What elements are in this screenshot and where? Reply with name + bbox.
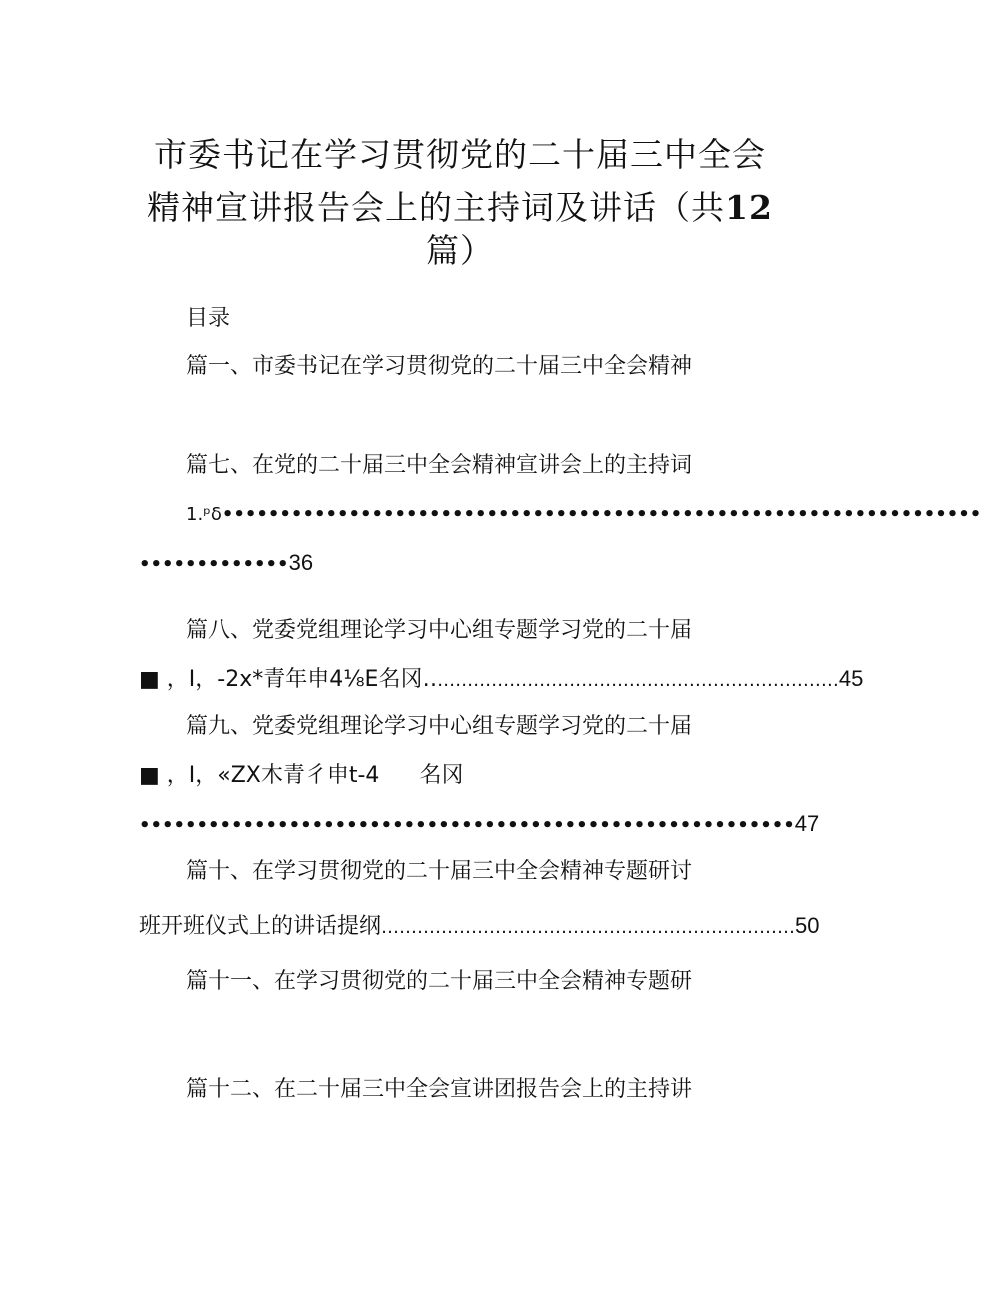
toc-entry-10-continuation xyxy=(139,912,820,942)
toc-entry-8-prefix: ■ ，I，-2x*青年申4⅛E名冈‥ xyxy=(139,667,438,692)
toc-entry-9[interactable]: 篇九、党委党组理论学习中心组专题学习党的二十届 xyxy=(186,714,693,739)
toc-entry-8-page: 45 xyxy=(838,666,864,691)
title-line-2-text: 精神宣讲报告会上的主持词及讲话（共 xyxy=(147,188,726,227)
toc-entry-8[interactable]: 篇八、党委党组理论学习中心组专题学习党的二十届 xyxy=(186,618,693,643)
toc-heading: 目录 xyxy=(186,306,231,331)
toc-entry-12[interactable]: 篇十二、在二十届三中全会宣讲团报告会上的主持讲 xyxy=(186,1077,693,1102)
title-line-2 xyxy=(0,186,920,230)
toc-entry-9-prefix: ■ ，I，«ZX木青彳申t-4 xyxy=(139,763,380,788)
title-count: 12 xyxy=(725,188,773,227)
toc-entry-7-page-line xyxy=(139,549,313,579)
toc-entry-11[interactable]: 篇十一、在学习贯彻党的二十届三中全会精神专题研 xyxy=(186,969,693,994)
toc-entry-8-leader: ………………………….……………………………… xyxy=(437,670,839,691)
toc-entry-10-leader: …………………………………………………………… xyxy=(381,917,796,938)
toc-entry-10[interactable]: 篇十、在学习贯彻党的二十届三中全会精神专题研讨 xyxy=(186,859,693,884)
toc-entry-7-continuation xyxy=(186,500,981,529)
toc-entry-9-leader: ••••••••••••••••••••••••••••••••••••••••••••••••••••••••• xyxy=(139,815,795,836)
title-line-1: 市委书记在学习贯彻党的二十届三中全会 xyxy=(154,135,766,174)
toc-entry-8-continuation xyxy=(139,665,864,695)
toc-entry-7-leader: •••••••••••••••••••••••••••••••••••••••••••••••••••••••••••••••••• xyxy=(221,504,981,525)
toc-entry-7-prefix: 1.ᵖδ xyxy=(186,504,222,525)
toc-entry-9-suffix: 名冈 xyxy=(419,763,464,788)
toc-entry-10-page: 50 xyxy=(795,913,820,938)
toc-entry-9-page: 47 xyxy=(794,811,820,836)
toc-entry-1[interactable]: 篇一、市委书记在学习贯彻党的二十届三中全会精神 xyxy=(186,354,693,379)
toc-entry-10-text: 班开班仪式上的讲话提纲 xyxy=(139,914,382,939)
title-line-3: 篇） xyxy=(426,231,494,270)
toc-entry-7-leader-2: ••••••••••••• xyxy=(139,554,289,575)
toc-entry-9-page-line xyxy=(139,810,820,840)
toc-entry-7[interactable]: 篇七、在党的二十届三中全会精神宣讲会上的主持词 xyxy=(186,453,693,478)
toc-entry-7-page: 36 xyxy=(288,550,314,575)
toc-entry-9-continuation xyxy=(139,762,463,790)
